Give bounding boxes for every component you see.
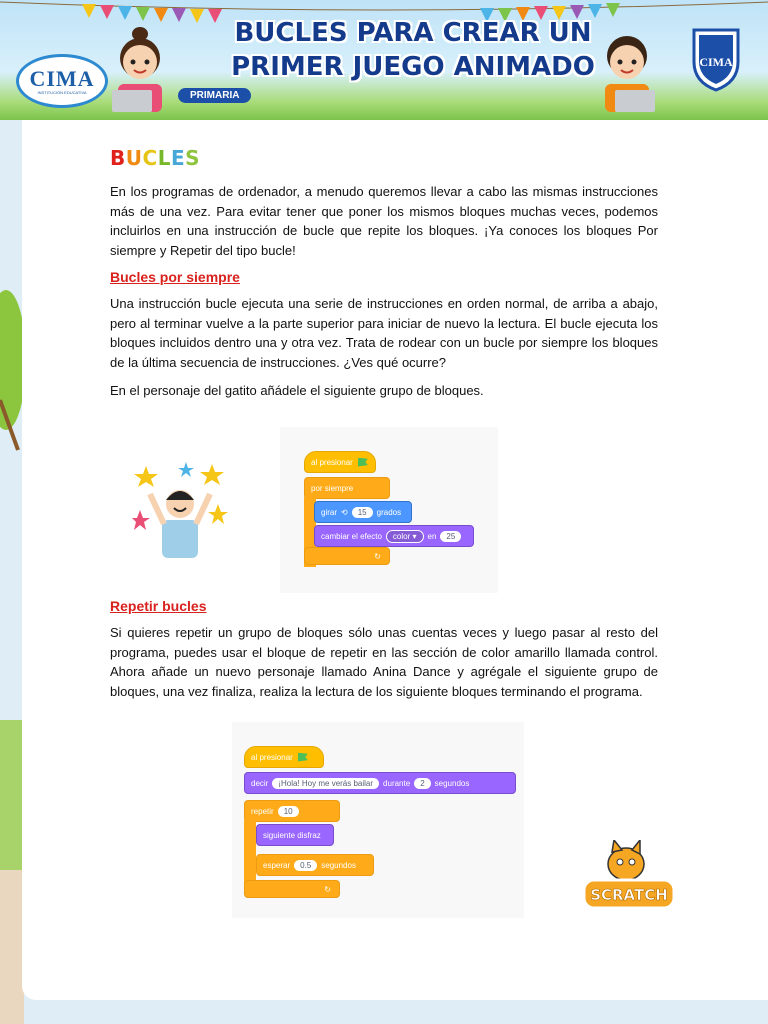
shield-text: CIMA	[699, 55, 733, 69]
section-title-repeat: Repetir bucles	[110, 598, 207, 614]
logo-text: CIMA	[29, 65, 95, 91]
effect-label: cambiar el efecto	[321, 531, 382, 541]
forever-paragraph: Una instrucción bucle ejecuta una serie de instrucciones en orden normal, de arriba a abajo, pero al terminar vuelve a la parte superior para iniciar de nuevo la lectura. El bucle ejecuta los bloques incluidos dentro una y otra vez. Trata de rodear con un bucle por siempre los bloques de la última secuencia de instrucciones. ¿Ves qué ocurre?	[110, 296, 658, 370]
effect-dropdown[interactable]	[386, 530, 424, 543]
scratch-script-forever	[280, 427, 498, 593]
happy-kid-stars-illustration	[132, 460, 228, 560]
say-seconds[interactable]: 2	[414, 778, 430, 789]
flag-icon	[358, 458, 368, 467]
scratch-script-repeat	[232, 722, 524, 918]
turn-unit: grados	[376, 507, 402, 517]
scratch-logo-text: SCRATCH	[590, 886, 668, 904]
turn-block[interactable]	[314, 501, 412, 523]
wait-label: esperar	[263, 860, 291, 870]
event-label-2: al presionar	[251, 752, 293, 762]
dropdown-icon: ▾	[412, 531, 417, 541]
forever-label: por siempre	[311, 483, 354, 493]
loop-arrow-icon: ↻	[324, 884, 331, 894]
when-flag-clicked-block[interactable]	[304, 451, 376, 473]
effect-value[interactable]: 25	[440, 531, 461, 542]
repeat-block[interactable]	[244, 800, 340, 822]
wait-block[interactable]	[256, 854, 374, 876]
repeat-value[interactable]: 10	[278, 806, 299, 817]
say-block[interactable]	[244, 772, 516, 794]
main-content	[110, 140, 658, 410]
heading-letter: L	[157, 146, 171, 170]
heading-letter: S	[185, 146, 201, 170]
level-badge: PRIMARIA	[178, 88, 251, 103]
header-banner	[0, 0, 768, 120]
repeat-paragraph: Si quieres repetir un grupo de bloques sólo unas cuentas veces y luego pasar al resto del programa, puedes usar el bloque de repetir en las sección de color amarillo llamada control. Ahora añade un nuevo personaje llamado Anina Dance y agrégale el siguiente grupo de bloques, una vez finaliza, realiza la lectura de los siguiente bloques terminando el programa.	[110, 625, 658, 699]
rotate-icon: ⟲	[341, 507, 348, 517]
forever-instruction: En el personaje del gatito añádele el siguiente grupo de bloques.	[110, 383, 484, 398]
tree-decoration	[0, 120, 24, 1024]
section-heading	[110, 146, 658, 170]
girl-illustration	[108, 24, 172, 114]
logo-subtext: INSTITUCIÓN EDUCATIVA	[37, 89, 87, 95]
heading-letter: U	[125, 146, 143, 170]
forever-block[interactable]	[304, 477, 390, 499]
change-effect-block[interactable]	[314, 525, 474, 547]
title-line-2: PRIMER JUEGO ANIMADO	[231, 52, 595, 82]
repeat-label: repetir	[251, 806, 274, 816]
heading-letter: B	[110, 146, 126, 170]
event-label: al presionar	[311, 457, 353, 467]
say-text[interactable]: ¡Hola! Hoy me verás bailar	[272, 778, 379, 789]
turn-value[interactable]: 15	[352, 507, 373, 518]
flag-icon	[298, 753, 308, 762]
loop-arrow-icon: ↻	[374, 551, 381, 561]
next-costume-block[interactable]	[256, 824, 334, 846]
wait-value[interactable]: 0.5	[294, 860, 317, 871]
effect-by-label: en	[427, 531, 437, 541]
intro-paragraph: En los programas de ordenador, a menudo queremos llevar a cabo las mismas instrucciones más de una vez. Para evitar tener que poner los mismos bloques muchas veces, podemos incluirlos en una instrucción de bucle que repite los bloques. ¡Ya conoces los bloques Por siempre y Repetir del tipo bucle!	[110, 184, 658, 258]
effect-option: color	[392, 531, 411, 541]
forever-end	[304, 547, 390, 565]
repeat-arm	[244, 820, 256, 884]
cima-logo	[16, 54, 108, 108]
say-label: decir	[251, 778, 269, 788]
when-flag-clicked-block-2[interactable]	[244, 746, 324, 768]
say-for-label: durante	[383, 778, 411, 788]
repeat-section	[110, 598, 658, 710]
section-title-forever: Bucles por siempre	[110, 269, 240, 285]
repeat-end	[244, 880, 340, 898]
say-unit: segundos	[434, 778, 470, 788]
wait-unit: segundos	[321, 860, 356, 870]
heading-letter: E	[170, 146, 186, 170]
scratch-logo	[580, 840, 678, 914]
costume-label: siguiente disfraz	[263, 830, 321, 840]
heading-letter: C	[142, 146, 158, 170]
cima-shield-logo	[690, 26, 742, 92]
title-line-1: BUCLES PARA CREAR UN	[234, 18, 592, 48]
turn-label: girar	[321, 507, 338, 517]
page-title	[228, 16, 598, 84]
boy-illustration	[595, 24, 659, 114]
